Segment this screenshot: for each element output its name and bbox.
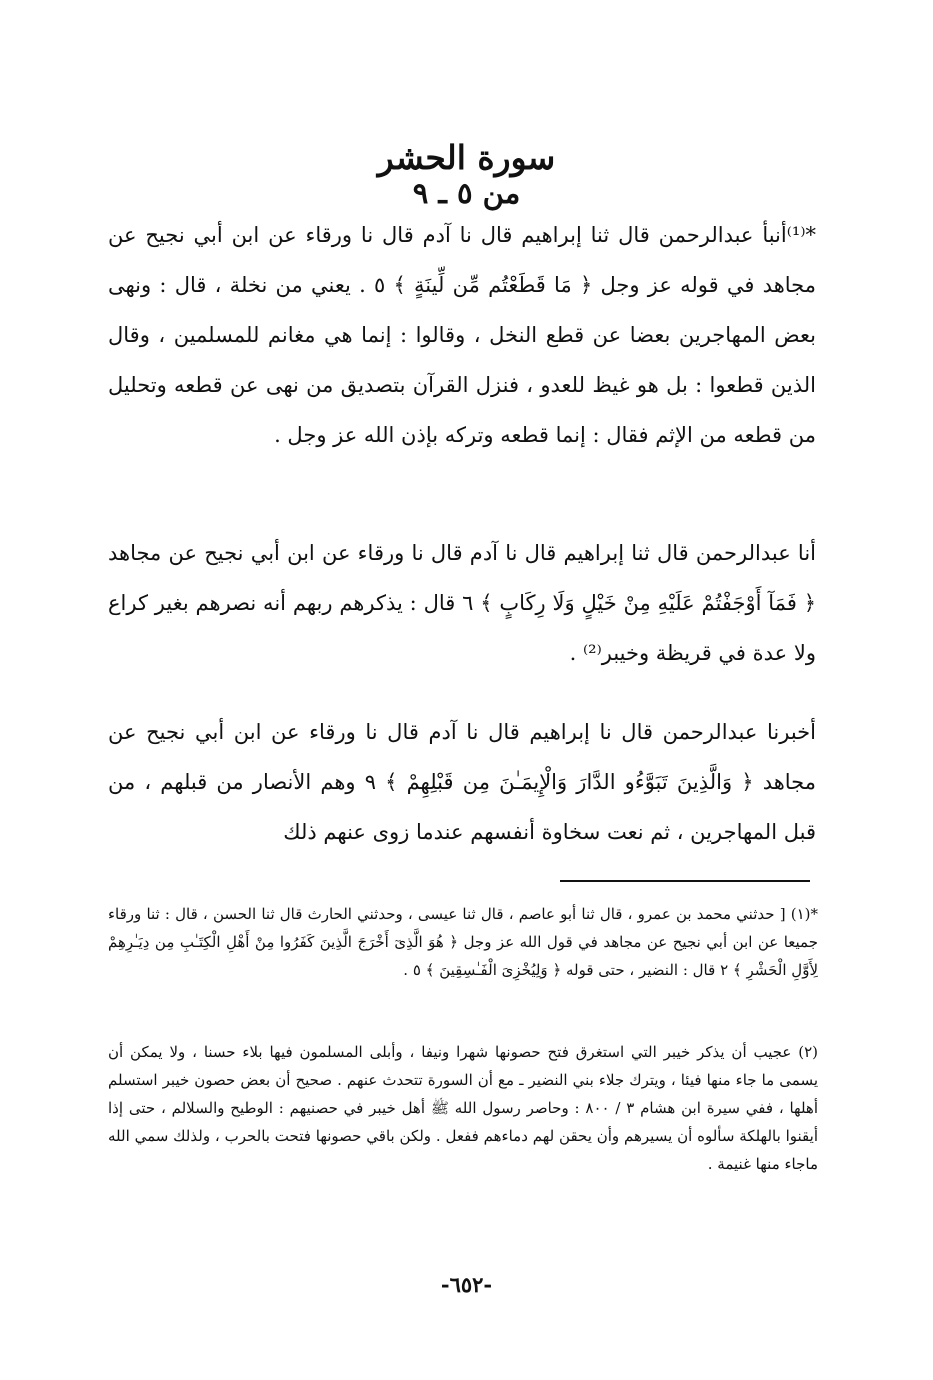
footnote: *(١) [ حدثني محمد بن عمرو ، قال ثنا أبو عاصم ، قال ثنا عيسى ، وحدثني الحارث قال ثنا الحسن ، قال : ثنا ورقاء جميعا عن ابن أبي نجيح عن مجاهد في قول الله عز وجل ﴿ هُوَ الَّذِىٓ أَخْرَجَ الَّذِينَ كَفَرُوا مِنْ أَهْلِ الْكِتَـٰبِ مِن دِيَـٰرِهِمْ لِأَوَّلِ الْحَشْرِ ﴾ ٢ قال : النضير ، حتى قوله ﴿ وَلِيُخْزِىَ الْفَـٰسِقِينَ ﴾ ٥ . bbox=[108, 905, 818, 979]
page-number: -٦٥٢- bbox=[440, 1272, 493, 1297]
footnote: (٢) عجيب أن يذكر خيبر التي استغرق فتح حصونها شهرا ونيفا ، وأبلى المسلمون فيها بلاء حسنا ، ولا يمكن أن يسمى ما جاء منها فيئا ، ويترك جلاء بني النضير ـ مع أن السورة تتحدث عنهم . صحيح أن بعض حصون خيبر استسلم أهلها ، ففي سيرة ابن هشام ٣ / ٨٠٠ : وحاصر رسول الله ﷺ أهل خيبر في حصنيهم : الوطيح والسلالم ، حتى إذا أيقنوا بالهلكة سألوه أن يسيرهم وأن يحقن لهم دماءهم ففعل . ولكن باقي حصونها فتحت بالحرب ، ولذلك سمي الله ماجاء منها غنيمة . bbox=[108, 1043, 818, 1173]
narration-paragraph: *⁽¹⁾أنبأ عبدالرحمن قال ثنا إبراهيم قال نا آدم قال نا ورقاء عن ابن أبي نجيح عن مجاهد في قوله عز وجل ﴿ مَا قَطَعْتُم مِّن لِّينَةٍ ﴾ ٥ . يعني من نخلة ، قال : ونهى بعض المهاجرين بعضا عن قطع النخل ، وقالوا : إنما هي مغانم للمسلمين ، وقال الذين قطعوا : بل هو غيظ للعدو ، فنزل القرآن بتصديق من نهى عن قطعه وتحليل من قطعه من الإثم فقال : إنما قطعه وتركه بإذن الله عز وجل . bbox=[108, 223, 816, 447]
verse-range: من ٥ ـ ٩ bbox=[412, 176, 521, 210]
narration-paragraph: أنا عبدالرحمن قال ثنا إبراهيم قال نا آدم قال نا ورقاء عن ابن أبي نجيح عن مجاهد ﴿ فَمَآ أَوْجَفْتُمْ عَلَيْهِ مِنْ خَيْلٍ وَلَا رِكَابٍ ﴾ ٦ قال : يذكرهم ربهم أنه نصرهم بغير كراع ولا عدة في قريظة وخيبر⁽²⁾ . bbox=[108, 541, 817, 665]
footnote-divider bbox=[560, 880, 810, 882]
narration-paragraph: أخبرنا عبدالرحمن قال نا إبراهيم قال نا آدم قال نا ورقاء عن ابن أبي نجيح عن مجاهد ﴿ وَالَّذِينَ تَبَوَّءُو الدَّارَ وَالْإِيمَـٰنَ مِن قَبْلِهِمْ ﴾ ٩ وهم الأنصار من قبلهم ، من قبل المهاجرين ، ثم نعت سخاوة أنفسهم عندما زوى عنهم ذلك bbox=[108, 720, 816, 844]
surah-title: سورة الحشر bbox=[377, 138, 556, 177]
